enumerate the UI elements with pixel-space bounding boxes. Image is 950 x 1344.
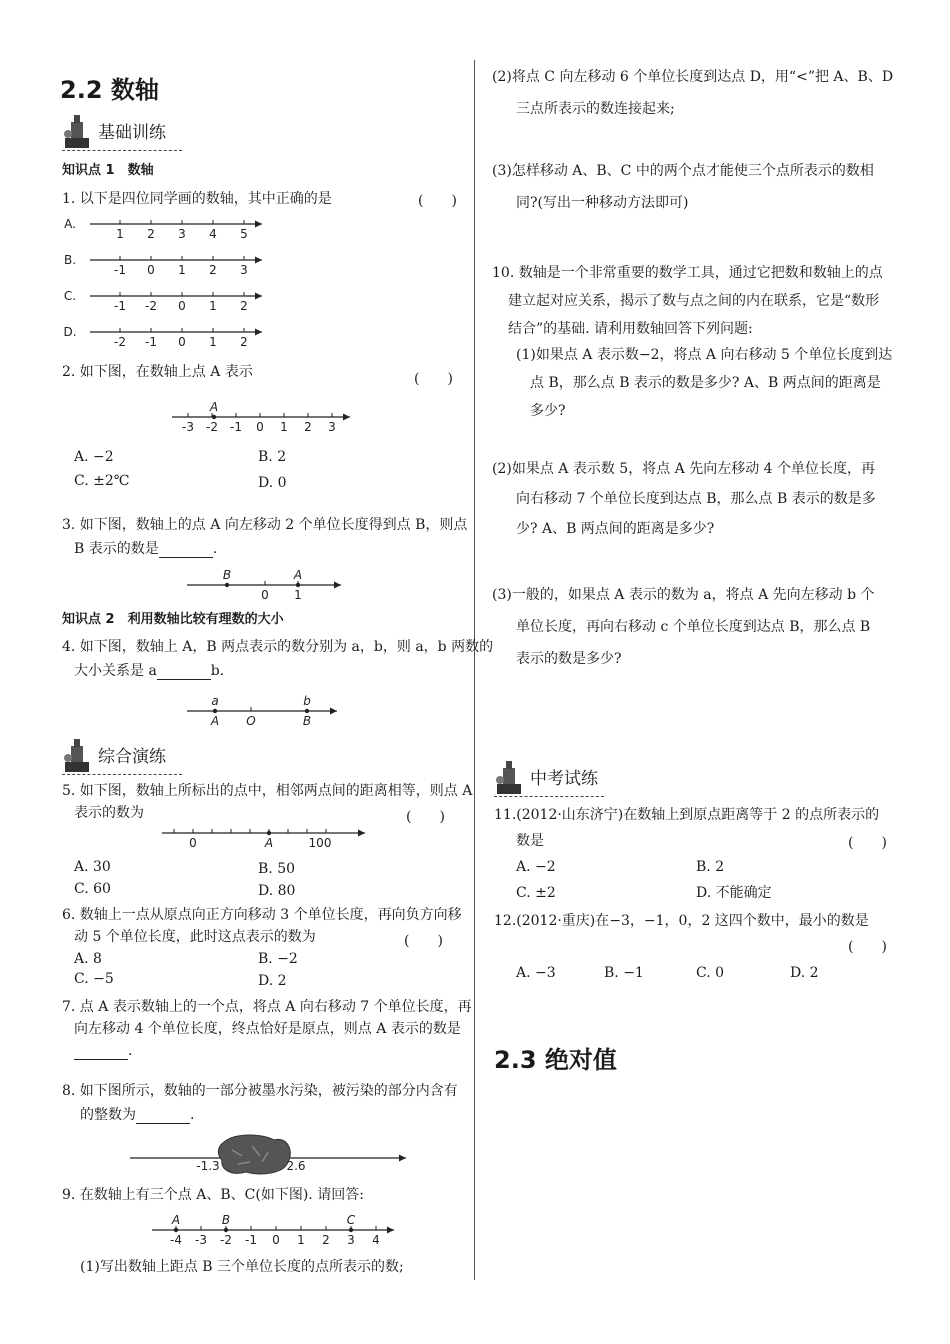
q9-tick-label: 1 (297, 1233, 305, 1247)
question-4-line1: 4. 如下图，数轴上 A，B 两点表示的数分别为 a，b，则 a，b 两数的 (62, 639, 494, 655)
band-comprehensive-practice: 综合演练 (98, 747, 166, 767)
q1-tick-label: 2 (240, 335, 248, 349)
q3-tick-label: 0 (261, 588, 269, 602)
q2-tick-label: 3 (328, 420, 336, 434)
question-4-line2: 大小关系是 a b. (74, 663, 225, 679)
q1-tick-label: 0 (178, 335, 186, 349)
question-1: 1. 以下是四位同学画的数轴，其中正确的是 (62, 191, 332, 207)
answer-paren: ( ) (848, 835, 887, 851)
q2-tick-label: -3 (182, 420, 194, 434)
question-5-line2: 表示的数为 (74, 805, 144, 821)
q1-tick-label: -1 (114, 299, 126, 313)
q9-point-b-label: B (221, 1213, 231, 1227)
q2-option-a: A. −2 (74, 449, 114, 465)
q9-tick-label: -2 (220, 1233, 232, 1247)
q2-option-d: D. 0 (258, 475, 287, 491)
q2-point-a-label: A (209, 400, 219, 414)
q6-option-b: B. −2 (258, 951, 298, 967)
q1-tick-label: 1 (178, 263, 186, 277)
q5-option-b: B. 50 (258, 861, 296, 877)
q5-point-a (267, 831, 271, 835)
question-12: 12.(2012·重庆)在−3，−1，0，2 这四个数中，最小的数是 (494, 913, 869, 929)
q12-option-b: B. −1 (604, 965, 644, 981)
band-exam-practice: 中考试练 (530, 769, 598, 789)
q1-tick-label: 1 (209, 335, 217, 349)
band-icon (62, 736, 92, 776)
q6-option-a: A. 8 (74, 951, 102, 967)
q9-axis-line-arrow (387, 1227, 394, 1234)
question-9-part3-line2: 同?(写出一种移动方法即可) (516, 195, 689, 211)
q2-number-line (170, 395, 360, 440)
q8-left-label: -1.3 (196, 1159, 220, 1173)
q4-point-a (213, 709, 217, 713)
q9-point-c-label: C (346, 1213, 356, 1227)
q3-point-b (225, 583, 229, 587)
q9-tick-label: 4 (372, 1233, 380, 1247)
answer-blank[interactable] (136, 1109, 190, 1124)
question-10-line3: 结合”的基础. 请利用数轴回答下列问题: (508, 321, 753, 337)
question-11-line2: 数是 (516, 833, 544, 849)
q1-tick-label: 2 (147, 227, 155, 241)
q1-tick-label: -1 (114, 263, 126, 277)
question-9: 9. 在数轴上有三个点 A、B、C(如下图). 请回答: (62, 1187, 364, 1203)
q9-tick-label: 0 (272, 1233, 280, 1247)
q5-tick-label-100: 100 (308, 836, 332, 850)
q12-option-a: A. −3 (516, 965, 556, 981)
q2-tick-label: 1 (280, 420, 288, 434)
question-11-line1: 11.(2012·山东济宁)在数轴上到原点距离等于 2 的点所表示的 (494, 807, 880, 823)
q3-axis-line-arrow (334, 582, 341, 589)
question-3-line2: B 表示的数是 . (74, 541, 218, 557)
band-basic-training: 基础训练 (98, 123, 166, 143)
q4-value-b-label: b (303, 694, 311, 708)
band-rule (62, 150, 182, 151)
q1-tick-label: 2 (240, 299, 248, 313)
q1-tick-label: 3 (178, 227, 186, 241)
question-6-line2: 动 5 个单位长度，此时这点表示的数为 (74, 929, 316, 945)
knowledge-point-1: 知识点 1 数轴 (62, 163, 154, 178)
q1-number-lines (62, 212, 282, 352)
q9-point-a (174, 1228, 178, 1232)
q5-option-c: C. 60 (74, 881, 111, 897)
q4-value-a-label: a (211, 694, 219, 708)
q2-tick-label: 2 (304, 420, 312, 434)
q9-tick-label: 2 (322, 1233, 330, 1247)
question-10-part3-line1: (3)一般的，如果点 A 表示的数为 a，将点 A 先向左移动 b 个 (492, 587, 875, 603)
answer-paren: ( ) (418, 193, 457, 209)
q4-origin-label: O (246, 714, 256, 728)
q1-option-label: A. (64, 217, 76, 231)
question-3-line1: 3. 如下图，数轴上的点 A 向左移动 2 个单位长度得到点 B，则点 (62, 517, 468, 533)
q9-tick-label: -1 (245, 1233, 257, 1247)
question-6-line1: 6. 数轴上一点从原点向正方向移动 3 个单位长度，再向负方向移 (62, 907, 462, 923)
q9-number-line (150, 1208, 400, 1252)
q1-option-label: B. (63, 253, 77, 267)
q8-axis-line-arrow (399, 1155, 406, 1162)
q4-axis-line-arrow (330, 708, 337, 715)
column-divider (474, 60, 475, 1280)
question-7-answer: . (74, 1042, 132, 1060)
answer-blank[interactable] (159, 543, 213, 558)
q4-point-a-label: A (210, 714, 220, 728)
q5-axis-line-arrow (358, 830, 365, 837)
q9-tick-label: -4 (170, 1233, 182, 1247)
q1-tick-label: 4 (209, 227, 217, 241)
q1-tick-label: 1 (209, 299, 217, 313)
question-9-part2-line2: 三点所表示的数连接起来; (516, 101, 675, 117)
answer-paren: ( ) (848, 939, 887, 955)
q6-option-c: C. −5 (74, 971, 114, 987)
answer-blank[interactable] (157, 665, 211, 680)
section-title-2: 2.3 绝对值 (494, 1046, 617, 1074)
q1-tick-label: -1 (145, 335, 157, 349)
knowledge-point-2: 知识点 2 利用数轴比较有理数的大小 (62, 612, 284, 627)
q2-option-c: C. ±2℃ (74, 473, 130, 489)
answer-blank[interactable] (74, 1045, 128, 1060)
q1-axis-line-arrow (255, 221, 262, 228)
q11-option-a: A. −2 (516, 859, 556, 875)
q3-tick-label: 1 (294, 588, 302, 602)
q1-option-label: D. (63, 325, 77, 339)
band-icon (62, 112, 92, 152)
q1-axis-line-arrow (255, 293, 262, 300)
section-title: 2.2 数轴 (60, 76, 159, 104)
q2-tick-label: -2 (206, 420, 218, 434)
answer-paren: ( ) (404, 933, 443, 949)
question-10-line1: 10. 数轴是一个非常重要的数学工具，通过它把数和数轴上的点 (492, 265, 883, 281)
q2-tick-label: 0 (256, 420, 264, 434)
q1-axis-line-arrow (255, 257, 262, 264)
question-7-line2: 向左移动 4 个单位长度，终点恰好是原点，则点 A 表示的数是 (74, 1021, 461, 1037)
question-9-part2-line1: (2)将点 C 向左移动 6 个单位长度到达点 D，用“<”把 A、B、D (492, 69, 894, 85)
q2-option-b: B. 2 (258, 449, 287, 465)
q3-point-a-label: A (293, 568, 303, 582)
question-2: 2. 如下图，在数轴上点 A 表示 (62, 364, 253, 380)
q8-number-line (128, 1130, 413, 1178)
q4-point-b (305, 709, 309, 713)
question-10-part1-line2: 点 B，那么点 B 表示的数是多少? A、B 两点间的距离是 (530, 375, 881, 391)
q11-option-b: B. 2 (696, 859, 725, 875)
q1-tick-label: 0 (178, 299, 186, 313)
q1-tick-label: -2 (145, 299, 157, 313)
question-10-part1-line3: 多少? (530, 403, 566, 419)
q12-option-c: C. 0 (696, 965, 725, 981)
question-10-part2-line1: (2)如果点 A 表示数 5，将点 A 先向左移动 4 个单位长度，再 (492, 461, 876, 477)
question-10-part3-line2: 单位长度，再向右移动 c 个单位长度到达点 B，那么点 B (516, 619, 871, 635)
q4-point-b-label: B (302, 714, 312, 728)
q1-tick-label: 2 (209, 263, 217, 277)
question-10-part2-line2: 向右移动 7 个单位长度到达点 B，那么点 B 表示的数是多 (516, 491, 876, 507)
q1-axis-line-arrow (255, 329, 262, 336)
q2-point-a (212, 415, 216, 419)
question-9-part1: (1)写出数轴上距点 B 三个单位长度的点所表示的数; (80, 1259, 404, 1275)
q9-tick-label: 3 (347, 1233, 355, 1247)
question-9-part3-line1: (3)怎样移动 A、B、C 中的两个点才能使三个点所表示的数相 (492, 163, 874, 179)
ink-blot (218, 1135, 290, 1174)
q9-point-b (224, 1228, 228, 1232)
q3-point-b-label: B (222, 568, 232, 582)
answer-paren: ( ) (414, 371, 453, 387)
q8-right-label: 2.6 (286, 1159, 306, 1173)
q11-option-d: D. 不能确定 (696, 885, 772, 901)
question-5-line1: 5. 如下图，数轴上所标出的点中，相邻两点间的距离相等，则点 A (62, 783, 473, 799)
q2-axis-line-arrow (343, 414, 350, 421)
q5-tick-label-0: 0 (189, 836, 197, 850)
q9-point-a-label: A (171, 1213, 181, 1227)
q9-point-c (349, 1228, 353, 1232)
q11-option-c: C. ±2 (516, 885, 556, 901)
q4-number-line (185, 692, 345, 732)
q6-option-d: D. 2 (258, 973, 287, 989)
q5-number-line (160, 826, 370, 854)
q1-tick-label: 0 (147, 263, 155, 277)
question-7-line1: 7. 点 A 表示数轴上的一个点，将点 A 向右移动 7 个单位长度，再 (62, 999, 472, 1015)
q1-tick-label: 3 (240, 263, 248, 277)
question-10-part3-line3: 表示的数是多少? (516, 651, 622, 667)
q5-option-d: D. 80 (258, 883, 296, 899)
q5-option-a: A. 30 (74, 859, 111, 875)
q1-option-label: C. (63, 289, 77, 303)
band-icon (494, 758, 524, 798)
q1-tick-label: 5 (240, 227, 248, 241)
q1-tick-label: -2 (114, 335, 126, 349)
q3-number-line (185, 568, 345, 604)
band-rule (62, 774, 182, 775)
q2-tick-label: -1 (230, 420, 242, 434)
answer-paren: ( ) (406, 809, 445, 825)
q1-tick-label: 1 (116, 227, 124, 241)
question-10-line2: 建立起对应关系，揭示了数与点之间的内在联系，它是“数形 (508, 293, 880, 309)
q9-tick-label: -3 (195, 1233, 207, 1247)
question-8-line1: 8. 如下图所示，数轴的一部分被墨水污染，被污染的部分内含有 (62, 1083, 458, 1099)
q5-point-a-label: A (264, 836, 274, 850)
question-10-part1-line1: (1)如果点 A 表示数−2，将点 A 向右移动 5 个单位长度到达 (516, 347, 893, 363)
question-8-line2: 的整数为 . (80, 1107, 195, 1123)
q12-option-d: D. 2 (790, 965, 819, 981)
band-rule (494, 796, 604, 797)
question-10-part2-line3: 少? A、B 两点间的距离是多少? (516, 521, 715, 537)
